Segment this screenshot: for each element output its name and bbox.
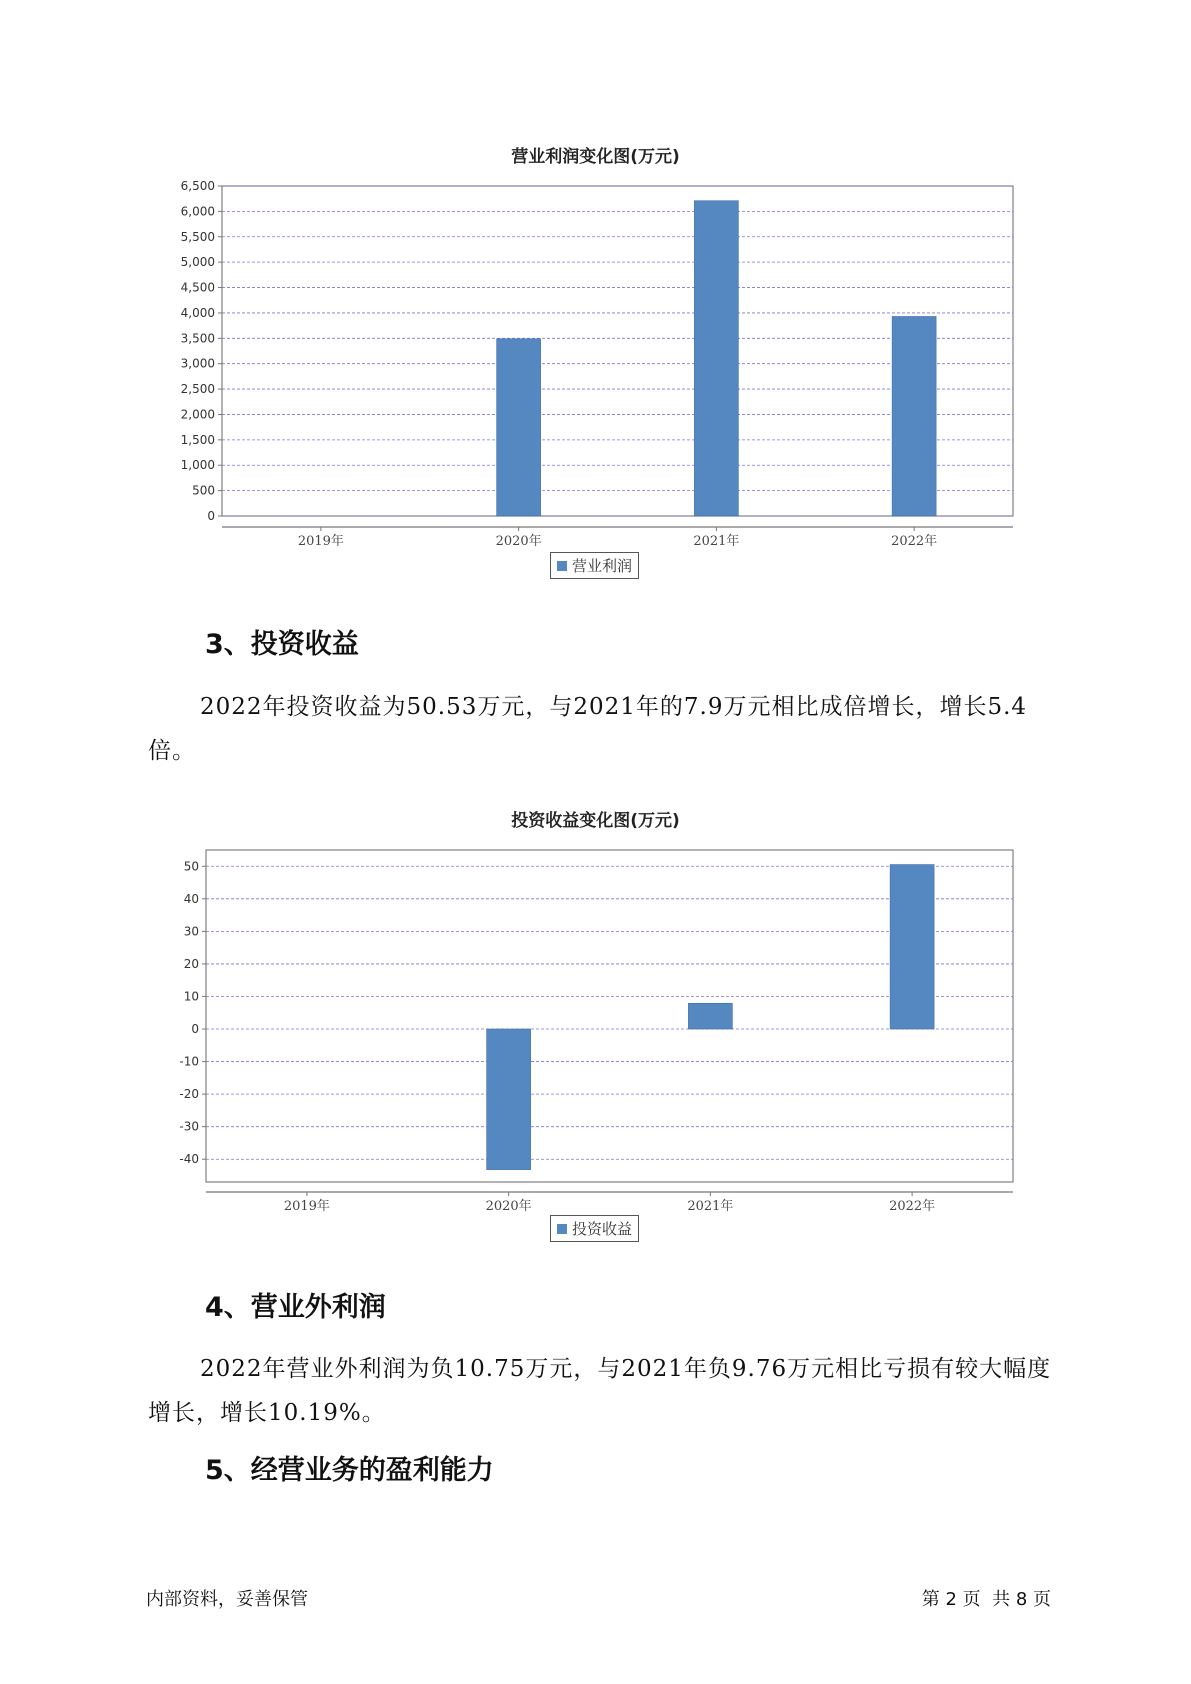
x-tick-label: 2020年 bbox=[485, 1199, 532, 1214]
x-tick-label: 2020年 bbox=[495, 534, 542, 549]
bar-2020年 bbox=[487, 1029, 531, 1170]
chart2-legend bbox=[550, 1215, 639, 1242]
chart1-legend bbox=[550, 552, 639, 579]
y-tick-label: -40 bbox=[179, 1152, 199, 1167]
chart2-title: 投资收益变化图(万元) bbox=[511, 811, 680, 831]
chart2-legend-label: 投资收益 bbox=[572, 1220, 633, 1238]
y-tick-label: -30 bbox=[179, 1119, 199, 1134]
legend-swatch bbox=[557, 1224, 567, 1234]
y-tick-label: 3,500 bbox=[180, 331, 215, 346]
y-tick-label: 40 bbox=[183, 891, 199, 906]
section-paragraph-4: 2022年营业外利润为负10.75万元，与2021年负9.76万元相比亏损有较大幅度增长，增长10.19%。 bbox=[148, 1356, 1052, 1426]
x-tick-label: 2022年 bbox=[889, 1199, 936, 1214]
y-tick-label: 1,500 bbox=[180, 432, 215, 447]
section-heading-3: 3、投资收益 bbox=[205, 629, 359, 660]
y-tick-label: 3,000 bbox=[180, 356, 215, 371]
y-tick-label: 10 bbox=[183, 989, 199, 1004]
bar-2020年 bbox=[497, 339, 541, 516]
y-tick-label: 30 bbox=[183, 924, 199, 939]
section-heading-5: 5、经营业务的盈利能力 bbox=[205, 1455, 494, 1486]
x-tick-label: 2019年 bbox=[297, 534, 344, 549]
legend-swatch bbox=[557, 561, 567, 571]
x-tick-label: 2019年 bbox=[283, 1199, 330, 1214]
y-tick-label: 4,500 bbox=[180, 280, 215, 295]
bar-2022年 bbox=[892, 316, 936, 516]
y-tick-label: 50 bbox=[183, 859, 199, 874]
chart2-investment-income bbox=[0, 820, 1191, 1220]
section-heading-4: 4、营业外利润 bbox=[205, 1292, 386, 1323]
y-tick-label: 2,000 bbox=[180, 407, 215, 422]
bar-2022年 bbox=[890, 865, 934, 1029]
x-tick-label: 2022年 bbox=[891, 534, 938, 549]
y-tick-label: -20 bbox=[179, 1087, 199, 1102]
chart1-title: 营业利润变化图(万元) bbox=[511, 147, 680, 167]
section-paragraph-3: 2022年投资收益为50.53万元，与2021年的7.9万元相比成倍增长，增长5.4倍。 bbox=[148, 694, 1028, 764]
x-tick-label: 2021年 bbox=[687, 1199, 734, 1214]
y-tick-label: 20 bbox=[183, 956, 199, 971]
footer-left: 内部资料，妥善保管 bbox=[146, 1589, 308, 1610]
footer-page-number: 第 2 页 共 8 页 bbox=[921, 1589, 1051, 1610]
y-tick-label: 4,000 bbox=[180, 305, 215, 320]
bar-2021年 bbox=[694, 201, 738, 516]
y-tick-label: 2,500 bbox=[180, 382, 215, 397]
y-tick-label: 5,500 bbox=[180, 229, 215, 244]
chart1-legend-label: 营业利润 bbox=[572, 557, 633, 575]
y-tick-label: 1,000 bbox=[180, 458, 215, 473]
y-tick-label: 0 bbox=[191, 1022, 199, 1037]
y-tick-label: 6,500 bbox=[180, 179, 215, 193]
x-tick-label: 2021年 bbox=[693, 534, 740, 549]
y-tick-label: 6,000 bbox=[180, 204, 215, 219]
y-tick-label: 0 bbox=[207, 509, 215, 523]
y-tick-label: 5,000 bbox=[180, 255, 215, 270]
y-tick-label: -10 bbox=[179, 1054, 199, 1069]
bar-2021年 bbox=[688, 1003, 732, 1029]
y-tick-label: 500 bbox=[192, 483, 215, 498]
chart1-operating-profit bbox=[0, 150, 1191, 550]
